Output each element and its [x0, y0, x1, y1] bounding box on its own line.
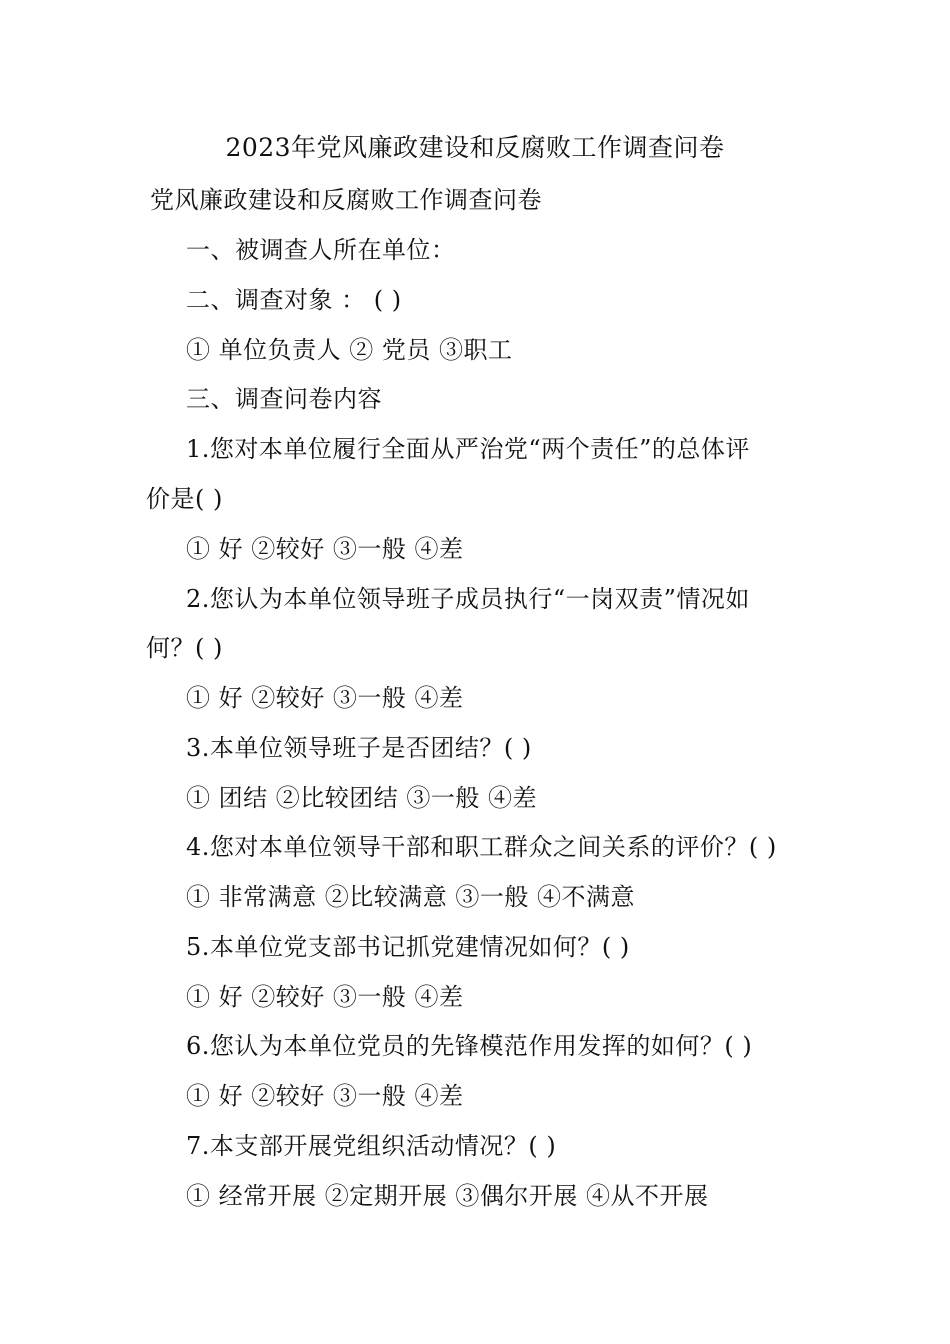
- question-7: 7.本支部开展党组织活动情况？( ): [186, 1132, 557, 1160]
- question-1-line-2: 价是( ): [146, 485, 223, 513]
- section-unit: 一、被调查人所在单位：: [186, 236, 456, 264]
- question-5-options: ① 好 ②较好 ③一般 ④差: [186, 983, 464, 1011]
- section-content: 三、调查问卷内容: [186, 385, 382, 413]
- question-6: 6.您认为本单位党员的先锋模范作用发挥的如何？( ): [186, 1032, 753, 1060]
- document-subtitle: 党风廉政建设和反腐败工作调查问卷: [150, 186, 542, 214]
- question-7-options: ① 经常开展 ②定期开展 ③偶尔开展 ④从不开展: [186, 1182, 709, 1210]
- question-4: 4.您对本单位领导干部和职工群众之间关系的评价？( ): [186, 833, 777, 861]
- question-2-line-1: 2.您认为本单位领导班子成员执行“一岗双责”情况如: [186, 585, 750, 613]
- question-1-options: ① 好 ②较好 ③一般 ④差: [186, 535, 464, 563]
- question-6-options: ① 好 ②较好 ③一般 ④差: [186, 1082, 464, 1110]
- question-5: 5.本单位党支部书记抓党建情况如何？( ): [186, 933, 630, 961]
- question-1-line-1: 1.您对本单位履行全面从严治党“两个责任”的总体评: [186, 435, 750, 463]
- question-3: 3.本单位领导班子是否团结？( ): [186, 734, 532, 762]
- question-2-options: ① 好 ②较好 ③一般 ④差: [186, 684, 464, 712]
- question-2-line-2: 何？( ): [146, 634, 223, 662]
- question-3-options: ① 团结 ②比较团结 ③一般 ④差: [186, 784, 538, 812]
- question-4-options: ① 非常满意 ②比较满意 ③一般 ④不满意: [186, 883, 636, 911]
- document-title: 2023年党风廉政建设和反腐败工作调查问卷: [225, 133, 725, 162]
- target-options: ① 单位负责人 ② 党员 ③职工: [186, 336, 513, 364]
- section-target: 二、调查对象 ： ( ): [186, 286, 402, 314]
